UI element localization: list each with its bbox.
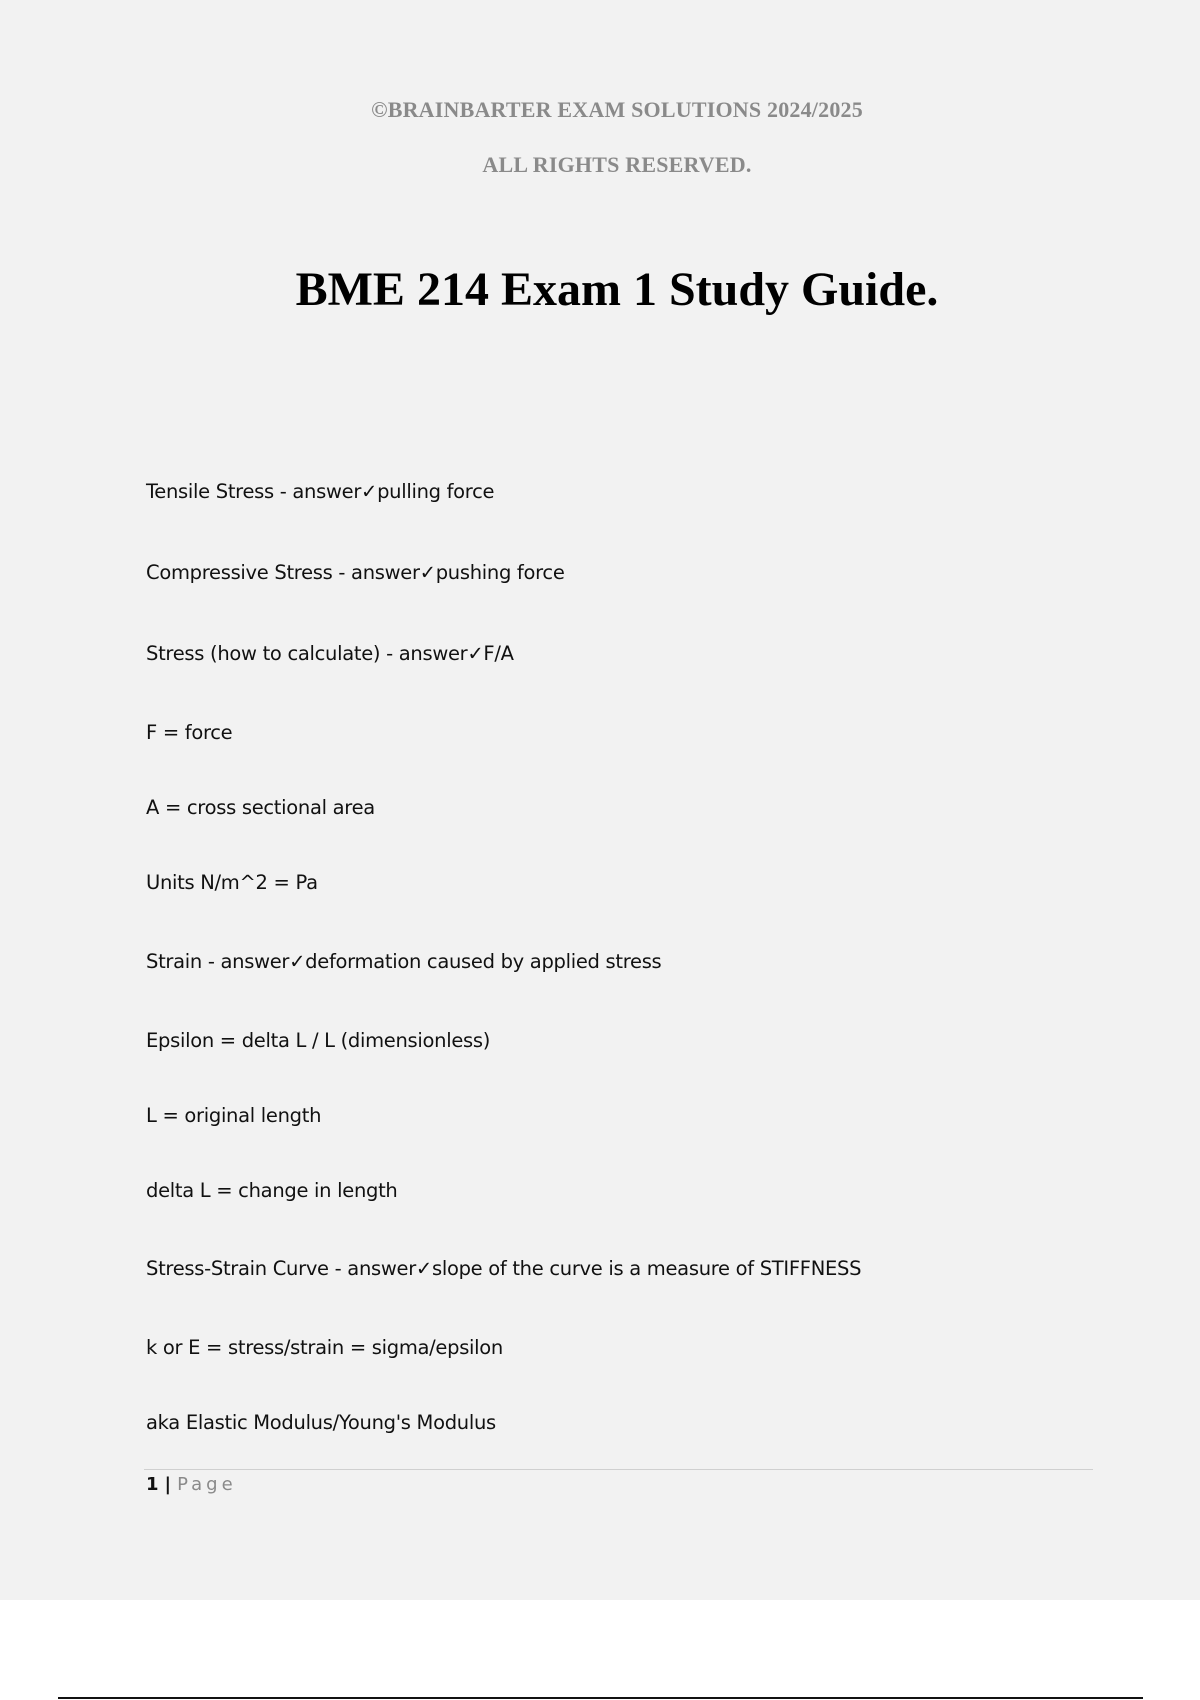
study-entry: L = original length [146,1104,322,1127]
rights-reserved-header: ALL RIGHTS RESERVED. [482,152,752,177]
study-entry: A = cross sectional area [146,796,375,819]
study-entry: Units N/m^2 = Pa [146,871,318,894]
study-entry: Stress-Strain Curve - answer✓slope of the curve is a measure of STIFFNESS [146,1257,862,1280]
study-entry: Epsilon = delta L / L (dimensionless) [146,1029,491,1052]
study-entry: Strain - answer✓deformation caused by applied stress [146,950,662,973]
page-number: 1 [146,1474,159,1495]
study-entry: aka Elastic Modulus/Young's Modulus [146,1411,496,1434]
study-entry: delta L = change in length [146,1179,398,1202]
copyright-header: ©BRAINBARTER EXAM SOLUTIONS 2024/2025 [371,97,863,122]
study-entry: k or E = stress/strain = sigma/epsilon [146,1336,503,1359]
study-entry: Compressive Stress - answer✓pushing force [146,561,565,584]
document-title: BME 214 Exam 1 Study Guide. [295,263,939,316]
page-separator: | [164,1474,172,1495]
next-page-top-rule [58,1697,1143,1699]
page-label: Page [177,1474,237,1495]
study-entry: Stress (how to calculate) - answer✓F/A [146,642,514,665]
study-entry: Tensile Stress - answer✓pulling force [146,480,495,503]
study-entry: F = force [146,721,233,744]
page-number-footer [146,1474,237,1495]
footer-divider [144,1469,1093,1470]
